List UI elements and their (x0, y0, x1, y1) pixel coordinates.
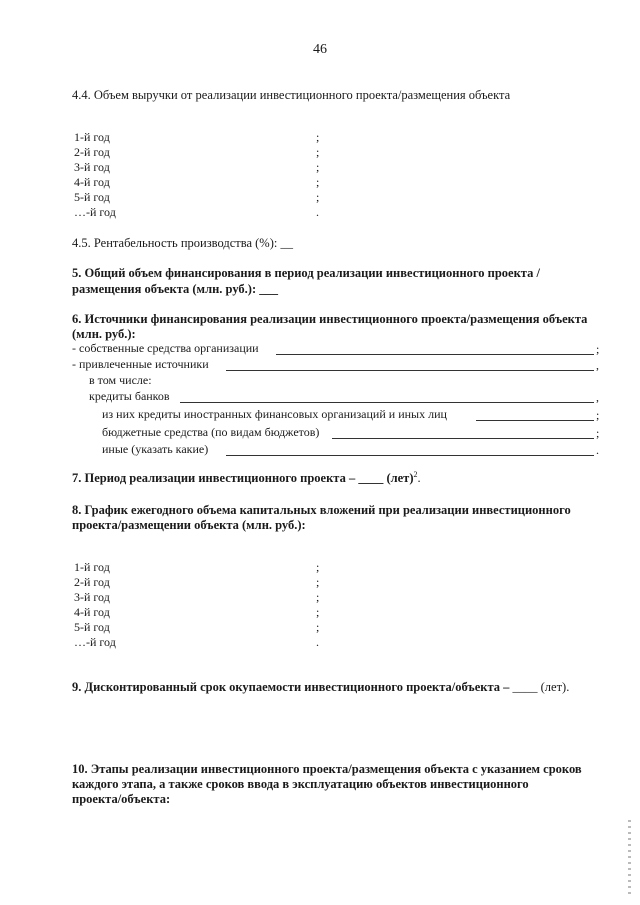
section-10-line1: 10. Этапы реализации инвестиционного проекта/размещения объекта с указанием сроков (72, 762, 582, 776)
section-7 (72, 470, 421, 486)
foreign-loans-field[interactable] (476, 420, 594, 421)
section-4-5-text: 4.5. Рентабельность производства (%): __ (72, 236, 293, 250)
list-item: 3-й год (74, 590, 110, 604)
own-funds-label: - собственные средства организации (72, 341, 259, 355)
bank-loans-field[interactable] (180, 402, 594, 403)
foreign-loans-end: ; (596, 408, 600, 422)
section-10-line3: проекта/объекта: (72, 792, 171, 806)
list-item-separator: ; (316, 590, 320, 604)
list-item-separator: ; (316, 190, 320, 204)
list-item: …-й год (74, 205, 116, 219)
footnote-ref: 2 (413, 470, 418, 479)
list-item-separator: ; (316, 130, 320, 144)
list-item-separator: ; (316, 160, 320, 174)
section-9-text: 9. Дисконтированный срок окупаемости инвестиционного проекта/объекта – (72, 680, 510, 694)
attracted-funds-label: - привлеченные источники (72, 357, 209, 371)
list-item: 3-й год (74, 160, 110, 174)
list-item: 5-й год (74, 620, 110, 634)
list-item-separator: ; (316, 575, 320, 589)
list-item-separator: ; (316, 605, 320, 619)
scan-margin-marks (628, 820, 631, 895)
section-4-4-title: 4.4. Объем выручки от реализации инвестиционного проекта/размещения объекта (72, 88, 511, 102)
section-7-text: 7. Период реализации инвестиционного проекта – ____ (лет) (72, 471, 414, 486)
section-9 (72, 680, 569, 695)
foreign-loans-label: из них кредиты иностранных финансовых организаций и иных лиц (102, 407, 447, 421)
list-item: 2-й год (74, 575, 110, 589)
budget-funds-label: бюджетные средства (по видам бюджетов) (102, 425, 320, 439)
bank-loans-label: кредиты банков (89, 389, 170, 403)
list-item-separator: ; (316, 560, 320, 574)
list-item-separator: ; (316, 620, 320, 634)
list-item: 5-й год (74, 190, 110, 204)
section-8-line1: 8. График ежегодного объема капитальных вложений при реализации инвестиционного (72, 503, 571, 517)
attracted-funds-end: , (596, 358, 599, 372)
other-funds-end: . (596, 443, 599, 457)
page-number: 46 (313, 42, 327, 57)
list-item-separator: ; (316, 175, 320, 189)
bank-loans-end: , (596, 390, 599, 404)
list-item: 1-й год (74, 560, 110, 574)
including-label: в том числе: (89, 373, 152, 387)
list-item-separator: ; (316, 145, 320, 159)
section-6-line1: 6. Источники финансирования реализации инвестиционного проекта/размещения объекта (72, 312, 588, 326)
section-8-line2: проекта/размещении объекта (млн. руб.): (72, 518, 306, 532)
list-item: 2-й год (74, 145, 110, 159)
list-item: 4-й год (74, 605, 110, 619)
own-funds-end: ; (596, 342, 600, 356)
section-9-tail: ____ (лет). (512, 680, 570, 694)
other-funds-field[interactable] (226, 455, 594, 456)
budget-funds-field[interactable] (332, 438, 594, 439)
attracted-funds-field[interactable] (226, 370, 594, 371)
list-item-separator: . (316, 635, 319, 649)
list-item: 1-й год (74, 130, 110, 144)
section-6-line2: (млн. руб.): (72, 327, 136, 341)
list-item: 4-й год (74, 175, 110, 189)
budget-funds-end: ; (596, 426, 600, 440)
section-7-end: . (417, 471, 421, 486)
other-funds-label: иные (указать какие) (102, 442, 209, 456)
list-item-separator: . (316, 205, 319, 219)
section-5-line2: размещения объекта (млн. руб.): ___ (72, 282, 278, 296)
section-5-line1: 5. Общий объем финансирования в период реализации инвестиционного проекта / (72, 266, 540, 280)
list-item: …-й год (74, 635, 116, 649)
own-funds-field[interactable] (276, 354, 594, 355)
section-10-line2: каждого этапа, а также сроков ввода в эксплуатацию объектов инвестиционного (72, 777, 529, 791)
